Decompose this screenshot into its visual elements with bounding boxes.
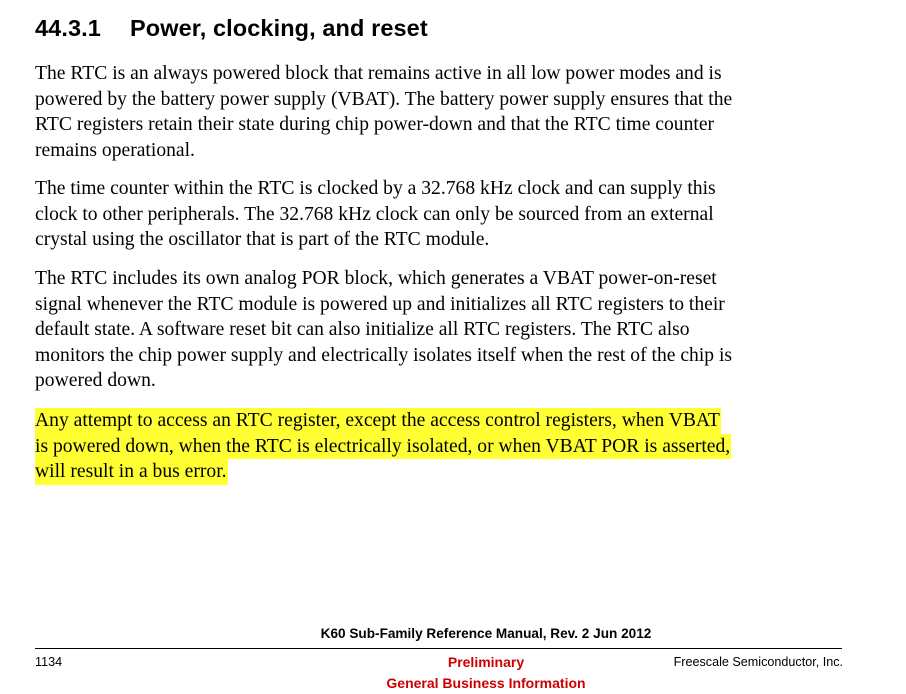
section-heading — [35, 15, 428, 42]
highlighted-line: will result in a bus error. — [35, 459, 228, 485]
footer-divider — [35, 648, 842, 649]
footer-manual-title: K60 Sub-Family Reference Manual, Rev. 2 Jun 2012 — [320, 626, 652, 641]
paragraph-line: powered down. — [35, 370, 156, 392]
paragraph-line: crystal using the oscillator that is part of the RTC module. — [35, 229, 490, 251]
paragraph-bus-error-highlighted — [35, 408, 731, 485]
paragraph-rtc-overview — [35, 61, 732, 163]
highlighted-line: Any attempt to access an RTC register, except the access control registers, when VBAT — [35, 408, 721, 434]
footer-company: Freescale Semiconductor, Inc. — [673, 655, 843, 669]
section-number: 44.3.1 — [35, 15, 101, 41]
paragraph-line: RTC registers retain their state during chip power-down and that the RTC time counter — [35, 114, 715, 136]
paragraph-line: The time counter within the RTC is clocked by a 32.768 kHz clock and can supply this — [35, 178, 716, 199]
paragraph-time-counter — [35, 176, 716, 253]
paragraph-line: powered by the battery power supply (VBAT). The battery power supply ensures that the — [35, 88, 733, 110]
paragraph-line: remains operational. — [35, 139, 195, 161]
paragraph-por-block — [35, 266, 732, 394]
paragraph-line: The RTC is an always powered block that remains active in all low power modes and is — [35, 63, 722, 84]
highlighted-line: is powered down, when the RTC is electrically isolated, or when VBAT POR is asserted, — [35, 434, 731, 460]
paragraph-line: The RTC includes its own analog POR block, which generates a VBAT power-on-reset — [35, 268, 717, 289]
paragraph-line: default state. A software reset bit can also initialize all RTC registers. The RTC also — [35, 319, 690, 341]
footer-classification-general: General Business Information — [386, 675, 586, 691]
paragraph-line: signal whenever the RTC module is powered up and initializes all RTC registers to their — [35, 293, 725, 315]
paragraph-line: monitors the chip power supply and electrically isolates itself when the rest of the chip is — [35, 344, 733, 366]
section-title: Power, clocking, and reset — [130, 15, 428, 41]
footer-classification-preliminary: Preliminary — [447, 654, 525, 670]
footer-page-number: 1134 — [35, 655, 63, 669]
paragraph-line: clock to other peripherals. The 32.768 kHz clock can only be sourced from an external — [35, 203, 714, 225]
